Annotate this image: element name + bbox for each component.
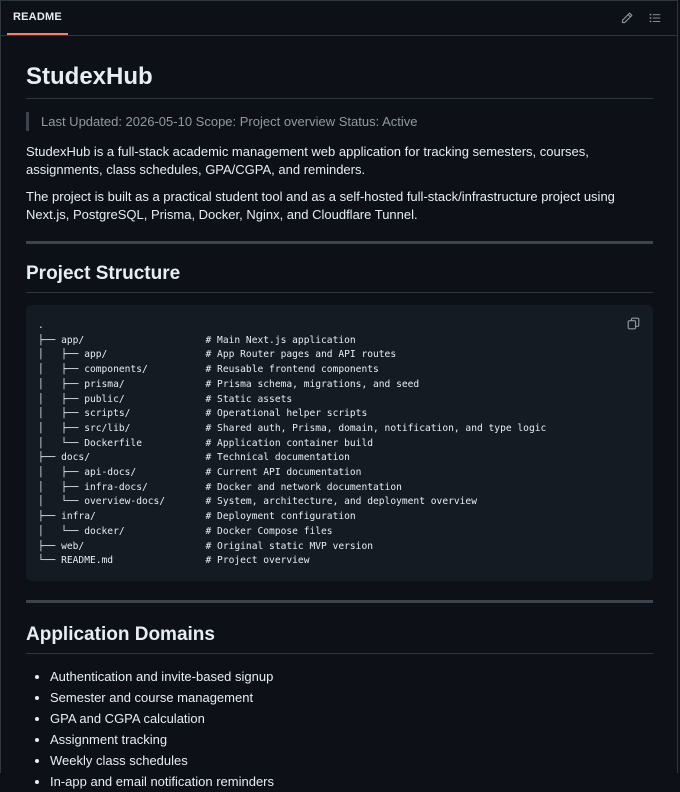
tree-line: ├── infra/ # Deployment configuration — [38, 511, 356, 523]
section-heading-structure: Project Structure — [26, 262, 653, 293]
tree-line: │ └── Dockerfile # Application container build — [38, 437, 374, 449]
tree-line: └── README.md # Project overview — [38, 555, 310, 567]
structure-tree — [38, 319, 641, 569]
tree-line: │ └── docker/ # Docker Compose files — [38, 525, 333, 537]
list-item: • In-app and email notification reminders — [50, 771, 653, 792]
tab-readme[interactable]: README — [7, 1, 68, 35]
tree-line: │ ├── api-docs/ # Current API documentation — [38, 467, 362, 479]
domains-list — [26, 666, 653, 792]
intro-paragraph-2: The project is built as a practical student tool and as a self-hosted full-stack/infrastructure project using Next.js, PostgreSQL, Prisma, Docker, Nginx, and Cloudflare Tunnel. — [26, 189, 615, 222]
tree-line: . — [38, 320, 44, 331]
readme-tab-bar — [1, 1, 677, 36]
list-item: • Weekly class schedules — [50, 750, 653, 771]
tree-line: │ ├── src/lib/ # Shared auth, Prisma, domain, notification, and type logic — [38, 422, 547, 434]
tree-line: ├── web/ # Original static MVP version — [38, 540, 374, 552]
pencil-icon[interactable] — [619, 10, 635, 26]
tree-line: ├── docs/ # Technical documentation — [38, 452, 350, 464]
tree-line: │ ├── scripts/ # Operational helper scripts — [38, 408, 368, 420]
tree-line: │ ├── app/ # App Router pages and API routes — [38, 349, 397, 361]
list-icon[interactable] — [647, 10, 663, 26]
section-heading-domains: Application Domains — [26, 623, 653, 654]
meta-blockquote: Last Updated: 2026-05-10 Scope: Project overview Status: Active — [26, 112, 653, 131]
list-item: • GPA and CGPA calculation — [50, 708, 653, 729]
tree-line: │ ├── components/ # Reusable frontend components — [38, 364, 379, 376]
tree-line: ├── app/ # Main Next.js application — [38, 334, 356, 346]
divider — [26, 241, 653, 244]
tab-actions — [619, 1, 677, 35]
intro-paragraph-1: StudexHub is a full-stack academic management web application for tracking semesters, courses, assignments, class schedules, GPA/CGPA, and reminders. — [26, 144, 589, 177]
copy-icon[interactable] — [625, 315, 641, 331]
tree-line: │ ├── prisma/ # Prisma schema, migrations, and seed — [38, 378, 420, 390]
list-item: • Authentication and invite-based signup — [50, 666, 653, 687]
project-structure-code-block — [26, 305, 653, 581]
tree-line: │ └── overview-docs/ # System, architecture, and deployment overview — [38, 496, 477, 508]
page-title: StudexHub — [26, 62, 653, 99]
divider — [26, 600, 653, 603]
tree-line: │ ├── public/ # Static assets — [38, 393, 293, 405]
list-item: • Semester and course management — [50, 687, 653, 708]
tree-line: │ ├── infra-docs/ # Docker and network documentation — [38, 481, 402, 493]
list-item: • Assignment tracking — [50, 729, 653, 750]
readme-content — [1, 62, 677, 792]
